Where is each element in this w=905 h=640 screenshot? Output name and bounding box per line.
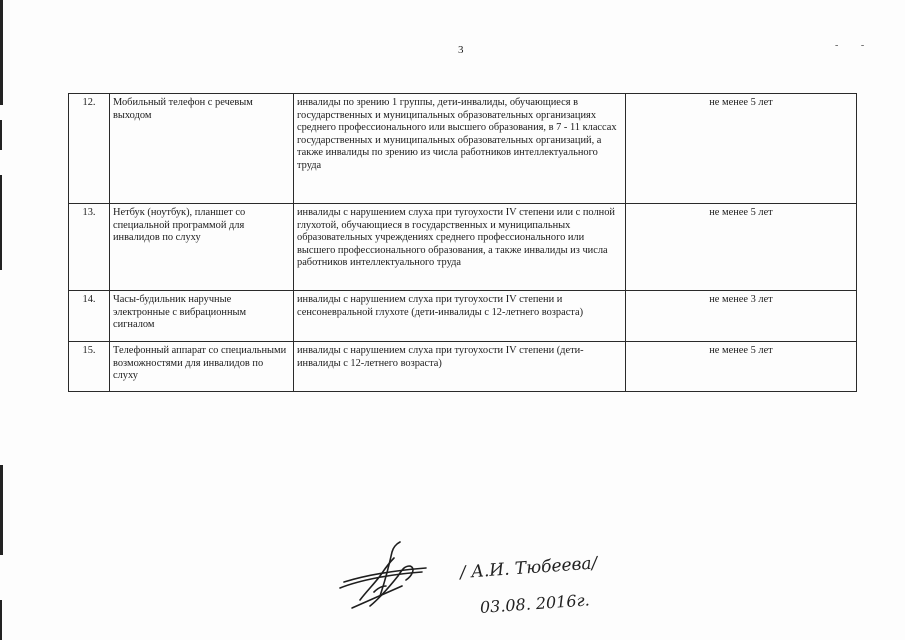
signature-name: / А.И. Тюбеева/: [459, 553, 598, 583]
item-term: не менее 5 лет: [626, 94, 857, 204]
scan-edge-mark: [0, 600, 2, 640]
scan-edge-mark: [0, 465, 3, 555]
item-recipients: инвалиды по зрению 1 группы, дети-инвалиды, обучающиеся в государственных и муниципальных образовательных организациях среднего профессионального или высшего образования, в 7 - 11 классах государственных и муниципальных образовательных организаций, а также инвалиды по зрению из числа работников интеллектуального труда: [294, 94, 626, 204]
table-row: [69, 342, 857, 392]
item-term: не менее 5 лет: [626, 342, 857, 392]
items-table: [68, 93, 857, 392]
item-name: Телефонный аппарат со специальными возможностями для инвалидов по слуху: [110, 342, 294, 392]
item-name: Мобильный телефон с речевым выходом: [110, 94, 294, 204]
item-term: не менее 5 лет: [626, 204, 857, 291]
item-name: Нетбук (ноутбук), планшет со специальной программой для инвалидов по слуху: [110, 204, 294, 291]
row-number: 12.: [69, 94, 110, 204]
table-row: [69, 204, 857, 291]
item-recipients: инвалиды с нарушением слуха при тугоухости IV степени или с полной глухотой, обучающиеся в государственных и муниципальных образовательных учреждениях среднего профессионального или высшего профессионального образования, а также инвалиды из числа работников интеллектуального труда: [294, 204, 626, 291]
row-number: 15.: [69, 342, 110, 392]
item-term: не менее 3 лет: [626, 291, 857, 342]
item-recipients: инвалиды с нарушением слуха при тугоухости IV степени (дети-инвалиды с 12-летнего возраста): [294, 342, 626, 392]
item-name: Часы-будильник наручные электронные с вибрационным сигналом: [110, 291, 294, 342]
row-number: 14.: [69, 291, 110, 342]
corner-mark: - -: [835, 40, 875, 51]
scan-edge-mark: [0, 175, 2, 270]
scan-edge-mark: [0, 0, 3, 105]
item-recipients: инвалиды с нарушением слуха при тугоухости IV степени и сенсоневральной глухоте (дети-инвалиды с 12-летнего возраста): [294, 291, 626, 342]
handwritten-signature: [330, 540, 650, 640]
table-row: [69, 291, 857, 342]
row-number: 13.: [69, 204, 110, 291]
table-row: [69, 94, 857, 204]
page-number: 3: [458, 44, 464, 56]
signature-date: 03.08. 2016г.: [479, 590, 591, 617]
scan-edge-mark: [0, 120, 2, 150]
